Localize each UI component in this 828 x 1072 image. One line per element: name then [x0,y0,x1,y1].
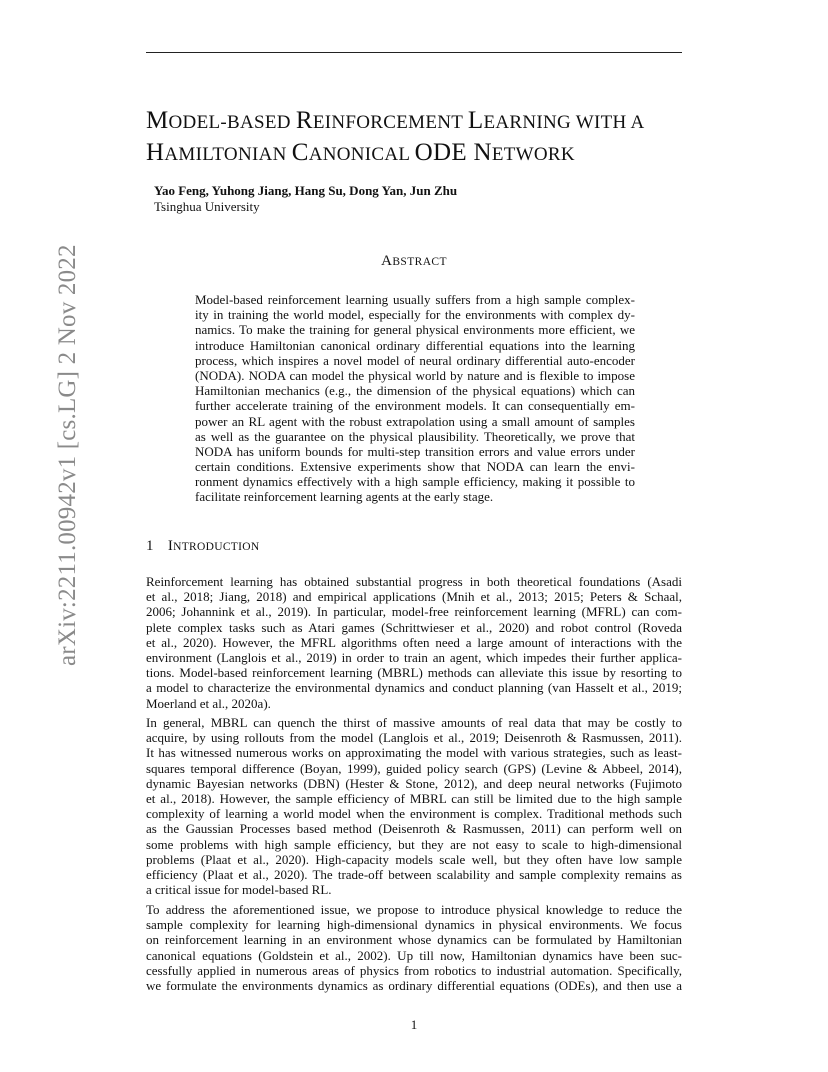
body-line: Reinforcement learning has obtained substantial progress in both theoretical foundations (Asadi [146,574,682,589]
abstract-line: Model-based reinforcement learning usually suffers from a high sample complex- [195,292,635,307]
abstract-line: introduce Hamiltonian canonical ordinary differential equations into the learning [195,337,635,353]
abstract-heading: ABSTRACT [381,253,447,269]
abstract-line: NODA has uniform bounds for multi-step transition errors and value errors under [195,443,635,459]
body-line: et al., 2020). However, the MFRL algorithms often need a large amount of interactions with the [146,634,682,650]
body-line: a critical issue for model-based RL. [146,882,332,898]
body-line: environment (Langlois et al., 2019) in order to train an agent, which impedes their further applica- [146,649,682,665]
abstract-text [195,292,635,505]
intro-paragraph-1 [146,574,682,711]
body-line: cessfully applied in numerous areas of physics from robotics to industrial automation. Specifically, [146,962,682,978]
intro-paragraph-2 [146,715,682,897]
body-line: a model to characterize the environmental dynamics and conduct planning (van Hasselt et al., 2019; [146,680,682,696]
body-line: et al., 2018). However, the sample efficiency of MBRL can still be limited due to the high sample [146,790,682,806]
abstract-line: facilitate reinforcement learning agents at the early stage. [195,489,494,505]
body-line: we formulate the environments dynamics as ordinary differential equations (ODEs), and then use a [146,977,682,993]
body-line: as the Gaussian Processes based method (Deisenroth & Rasmussen, 2011) can perform well on [146,821,682,837]
abstract-line: (NODA). NODA can model the physical world by nature and is flexible to impose [195,367,635,383]
arxiv-stamp [54,244,81,667]
intro-paragraph-3 [146,902,682,993]
abstract-line: power an RL agent with the robust extrapolation using a small amount of samples [195,413,635,429]
title-line-1: MODEL-BASED REINFORCEMENT LEARNING WITH A [146,107,645,134]
section-heading-introduction: 1 INTRODUCTION [146,538,260,554]
body-line: plete complex tasks such as Atari games (Schrittwieser et al., 2020) and robot control (Roveda [146,619,682,635]
body-line: some problems with high sample efficiency, but they are not easy to scale to high-dimensional [146,836,682,852]
abstract-line: ronment dynamics effectively with a high sample efficiency, making it possible to [195,474,635,490]
abstract-line: further accelerate training of the environment models. It can consequentially em- [195,398,635,414]
abstract-line: certain conditions. Extensive experiments show that NODA can learn the envi- [195,459,635,475]
title-line-2: HAMILTONIAN CANONICAL ODE NETWORK [146,139,575,166]
abstract-line: namics. To make the training for general physical environments more efficient, we [195,322,635,338]
arxiv-id[interactable]: arXiv:2211.00942v1 [cs.LG] 2 Nov 2022 [54,244,81,666]
body-line: In general, MBRL can quench the thirst of massive amounts of real data that may be costly to [146,715,682,730]
abstract-line: as well as the guarantee on the physical plausibility. Theoretically, we prove that [195,428,635,444]
body-line: tions. Model-based reinforcement learning (MBRL) methods can alleviate this issue by resorting to [146,665,682,681]
body-line: squares temporal difference (Boyan, 1999), guided policy search (GPS) (Levine & Abbeel, 2014), [146,760,682,776]
body-line: dynamic Bayesian networks (DBN) (Hester & Stone, 2012), and deep neural networks (Fujimoto [146,775,682,791]
body-line: canonical equations (Goldstein et al., 2002). Up till now, Hamiltonian dynamics have been suc- [146,947,682,963]
body-line: Moerland et al., 2020a). [146,695,271,711]
body-line: To address the aforementioned issue, we propose to introduce physical knowledge to reduce the [146,902,682,917]
body-line: on reinforcement learning in an environment whose dynamics can be formulated by Hamiltonian [146,932,682,948]
body-line: problems (Plaat et al., 2020). High-capacity models scale well, but they often have low sample [146,851,682,867]
body-line: sample complexity for learning high-dimensional dynamics in physical environments. We focus [146,917,682,933]
abstract-line: ity in training the world model, especially for the environments with complex dy- [195,307,635,323]
body-line: complexity of learning a world model when the environment is complex. Traditional methods such [146,806,682,822]
abstract-line: Hamiltonian mechanics (e.g., the dimension of the physical equations) which can [195,383,635,399]
page-number: 1 [410,1017,418,1032]
paper-title [146,106,706,170]
top-rule [146,52,682,53]
abstract-line: process, which inspires a novel model of neural ordinary differential auto-encoder [195,352,635,368]
body-line: acquire, by using rollouts from the model (Langlois et al., 2019; Deisenroth & Rasmussen, 2011). [146,730,682,746]
affiliation: Tsinghua University [154,199,260,214]
body-line: efficiency (Plaat et al., 2020). The trade-off between scalability and sample complexity remains as [146,866,682,882]
body-line: It has witnessed numerous works on approximating the model with various strategies, such as least- [146,745,682,761]
section-number: 1 [146,538,154,554]
authors: Yao Feng, Yuhong Jiang, Hang Su, Dong Yan, Jun Zhu [154,183,458,198]
body-line: 2006; Johannink et al., 2019). In particular, model-free reinforcement learning (MFRL) can com- [146,604,682,620]
body-line: et al., 2018; Jiang, 2018) and empirical applications (Mnih et al., 2013; 2015; Peters & Schaal, [146,589,682,605]
